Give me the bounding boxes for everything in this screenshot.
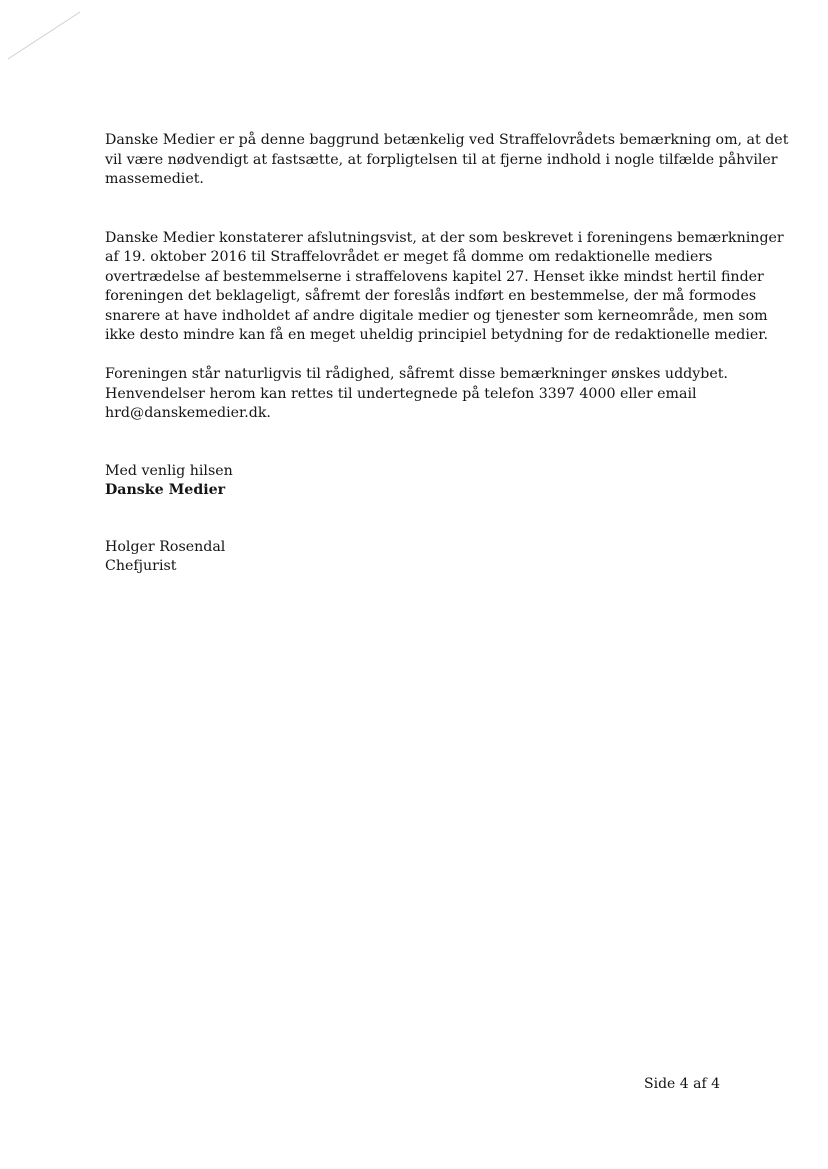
paragraph-concern [105, 131, 789, 190]
text-line: af 19. oktober 2016 til Straffelovrådet er meget få domme om redaktionelle mediers [105, 249, 713, 265]
paragraph-conclusion [105, 229, 784, 346]
text-line: Henvendelser herom kan rettes til undertegnede på telefon 3397 4000 eller email [105, 385, 697, 402]
signer-name: Holger Rosendal [105, 538, 226, 555]
text-line: massemediet. [105, 171, 204, 187]
text-line: Danske Medier er på denne baggrund betænkelig ved Straffelovrådets bemærkning om, at det [105, 132, 789, 148]
letter-body [105, 131, 789, 577]
signature-block [105, 538, 717, 577]
text-line: foreningen det beklageligt, såfremt der foreslås indført en bestemmelse, der må formodes [105, 288, 757, 304]
text-line: overtrædelse af bestemmelserne i straffelovens kapitel 27. Henset ikke mindst hertil finder [105, 268, 764, 285]
text-line: Danske Medier konstaterer afslutningsvist, at der som beskrevet i foreningens bemærkninger [105, 229, 784, 246]
text-line: vil være nødvendigt at fastsætte, at forpligtelsen til at fjerne indhold i nogle tilfælde påhviler [105, 151, 778, 168]
email-text: hrd@danskemedier.dk. [105, 405, 271, 421]
paragraph-contact [105, 365, 728, 424]
text-line: snarere at have indholdet af andre digitale medier og tjenester som kerneområde, men som [105, 307, 768, 324]
closing-organization: Danske Medier [105, 482, 226, 498]
page-number: Side 4 af 4 [644, 1076, 721, 1092]
text-line: Foreningen står naturligvis til rådighed, såfremt disse bemærkninger ønskes uddybet. [105, 366, 728, 382]
signer-title: Chefjurist [105, 558, 177, 574]
closing-block [105, 462, 717, 501]
text-line: ikke desto mindre kan få en meget uheldig principiel betydning for de redaktionelle medier. [105, 327, 769, 343]
closing-greeting: Med venlig hilsen [105, 462, 233, 479]
